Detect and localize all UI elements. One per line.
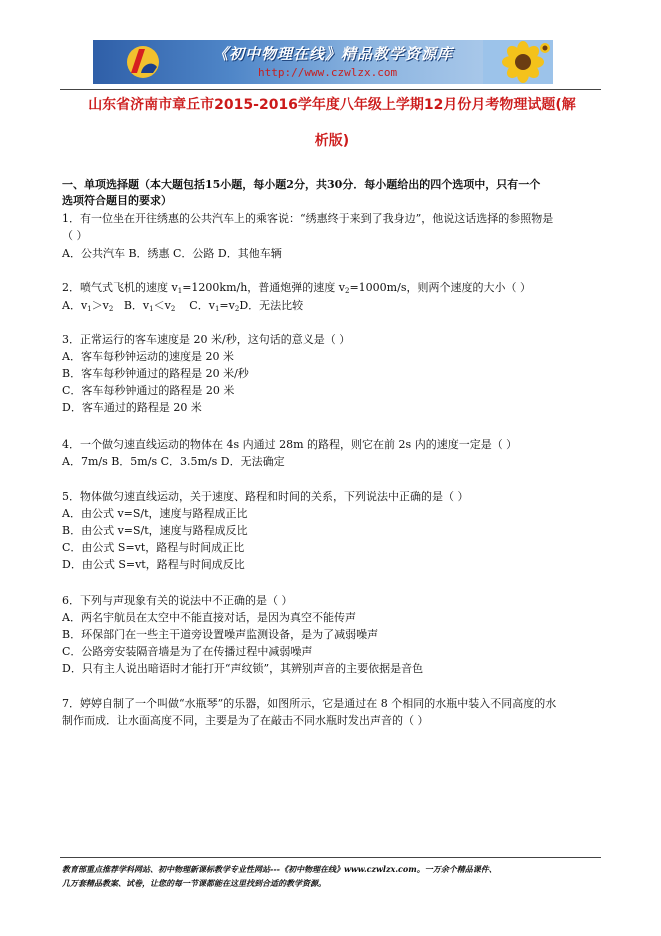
q6-option-d: D．只有主人说出暗语时才能打开“声纹锁”，其辨别声音的主要依据是音色 xyxy=(62,662,424,675)
header-banner xyxy=(93,40,553,84)
q6-option-a: A．两名宇航员在太空中不能直接对话，是因为真空不能传声 xyxy=(62,611,356,624)
footer-line: 教育部重点推荐学科网站、初中物理新课标教学专业性网站---《初中物理在线》www.czwlzx.com。一万余个精品课件、 xyxy=(62,864,497,874)
q5-option-d: D．由公式 S=vt，路程与时间成反比 xyxy=(62,558,245,571)
q5-option-b: B．由公式 v=S/t，速度与路程成反比 xyxy=(62,524,248,537)
q7-stem-cont: 制作而成．让水面高度不同，主要是为了在敲击不同水瓶时发出声音的（ ） xyxy=(62,714,429,727)
q3-option-b: B．客车每秒钟通过的路程是 20 米/秒 xyxy=(62,367,249,380)
page-title-cont: 析版) xyxy=(314,133,350,149)
q3-option-a: A．客车每秒钟运动的速度是 20 米 xyxy=(62,350,234,363)
q3-stem: 3．正常运行的客车速度是 20 米/秒，这句话的意义是（ ） xyxy=(62,333,351,346)
banner-title: 《初中物理在线》精品教学资源库 xyxy=(213,45,454,63)
q2-options: A．$v_1>v_2$ B．$v_1<v_2$ C．$v_1=v_2D$．无法比较 xyxy=(62,299,304,313)
q6-option-b: B．环保部门在一些主干道旁设置噪声监测设备，是为了减弱噪声 xyxy=(62,628,379,641)
q3-option-d: D．客车通过的路程是 20 米 xyxy=(62,401,202,414)
q5-stem: 5．物体做匀速直线运动，关于速度、路程和时间的关系，下列说法中正确的是（ ） xyxy=(62,490,469,503)
q5-option-c: C．由公式 S=vt，路程与时间成正比 xyxy=(62,541,245,554)
footer-line-cont: 几万套精品教案、试卷，让您的每一节课都能在这里找到合适的教学资源。 xyxy=(62,878,326,888)
q6-option-c: C．公路旁安装隔音墙是为了在传播过程中减弱噪声 xyxy=(62,645,313,658)
section-heading-cont: 选项符合题目的要求） xyxy=(62,194,172,207)
banner-url[interactable]: http://www.czwlzx.com xyxy=(258,66,398,79)
q7-stem: 7．婷婷自制了一个叫做“水瓶琴”的乐器，如图所示，它是通过在 8 个相同的水瓶中装入不同高度的水 xyxy=(62,697,557,710)
q1-stem: 1．有一位坐在开往绣惠的公共汽车上的乘客说：“绣惠终于来到了我身边”，他说这话选择的参照物是 xyxy=(62,212,554,225)
q5-option-a: A．由公式 v=S/t，速度与路程成正比 xyxy=(62,507,248,520)
q6-stem: 6．下列与声现象有关的说法中不正确的是（ ） xyxy=(62,594,293,607)
page-title: 山东省济南市章丘市2015-2016学年度八年级上学期12月份月考物理试题(解 xyxy=(88,97,576,113)
q3-option-c: C．客车每秒钟通过的路程是 20 米 xyxy=(62,384,235,397)
q4-stem: 4．一个做匀速直线运动的物体在 4s 内通过 28m 的路程，则它在前 2s 内的速度一定是（ ） xyxy=(62,438,518,451)
sunflower-image xyxy=(483,40,553,84)
section-heading: 一、单项选择题（本大题包括15小题，每小题2分，共30分．每小题给出的四个选项中，只有一个 xyxy=(62,178,541,191)
q1-options: A．公共汽车 B．绣惠 C．公路 D．其他车辆 xyxy=(62,247,282,260)
site-logo-icon xyxy=(123,43,163,81)
q1-stem-cont: （ ） xyxy=(62,229,88,242)
footer-rule xyxy=(60,857,601,858)
q2-stem: 2．喷气式飞机的速度 $v_1=1200km/h$，普通炮弹的速度 $v_2=1000m/s$，则两个速度的大小（ ） xyxy=(62,281,531,295)
q4-options: A．7m/s B．5m/s C．3.5m/s D．无法确定 xyxy=(62,455,285,468)
